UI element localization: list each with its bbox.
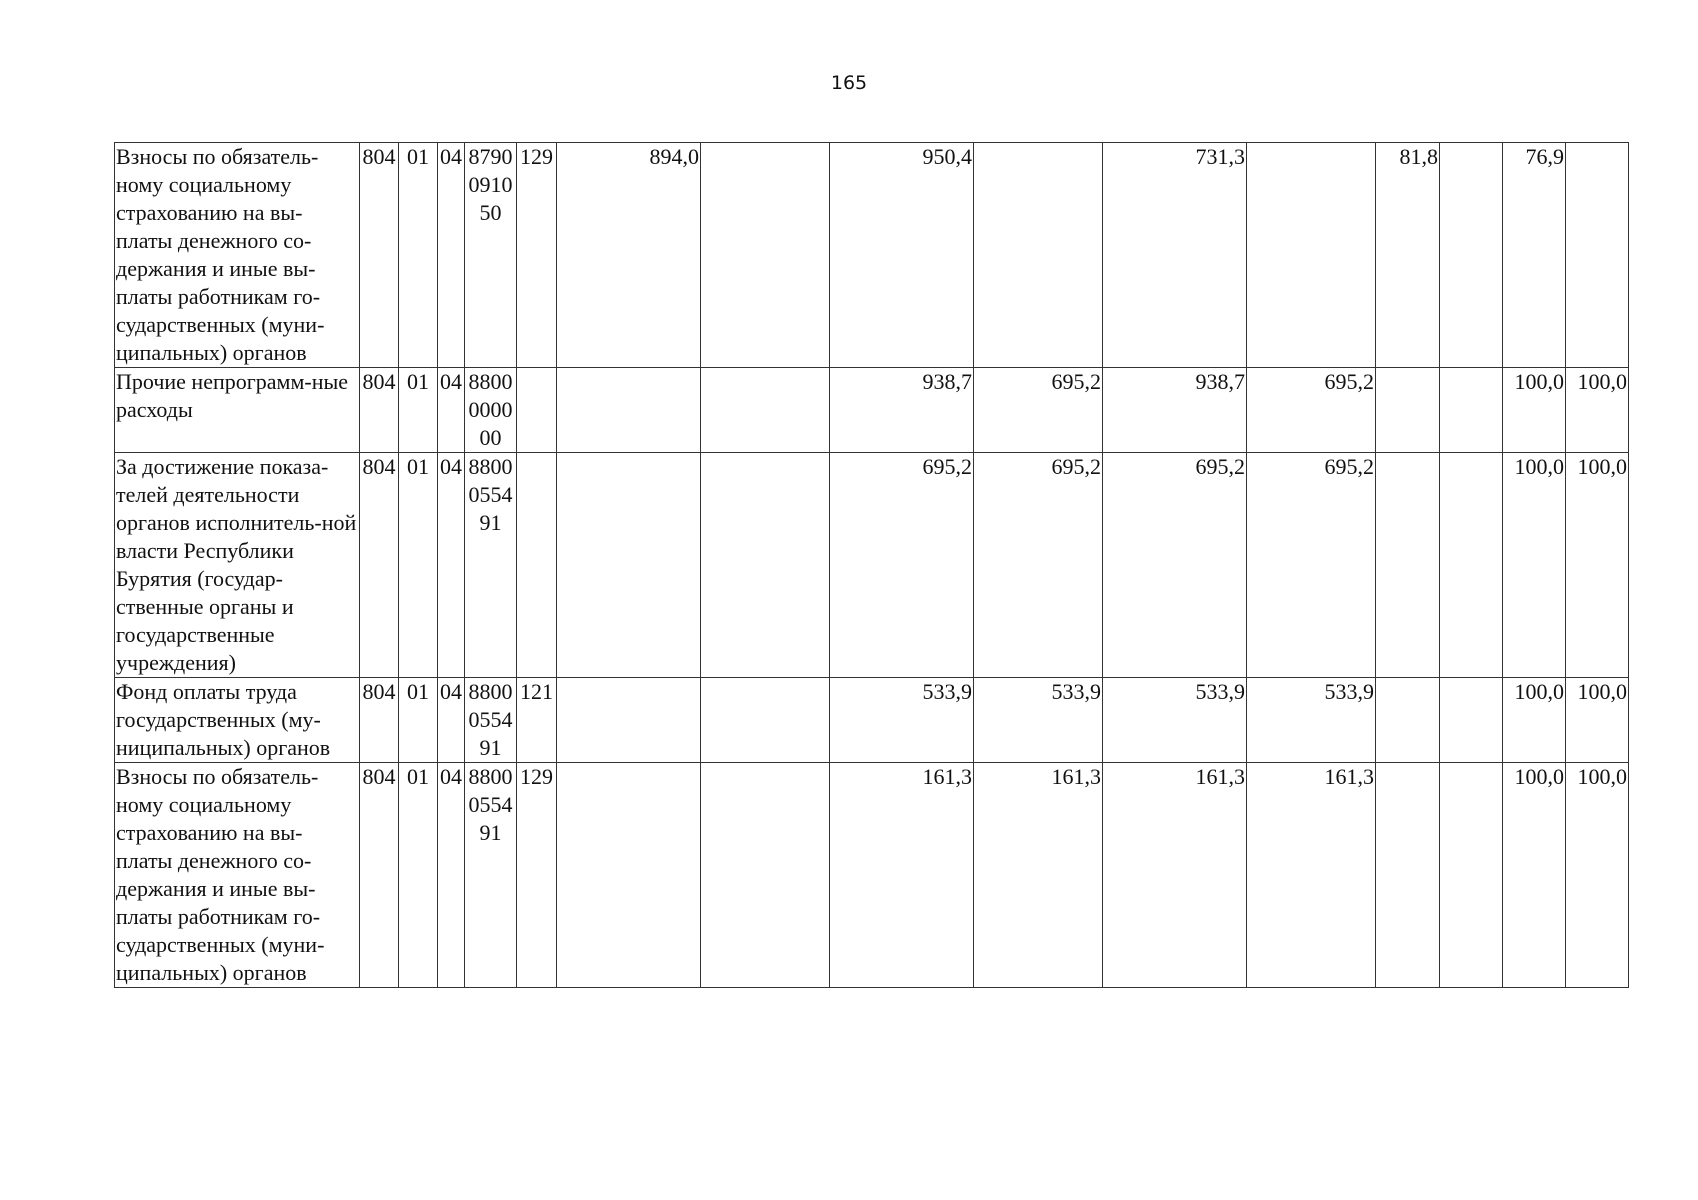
value-cell-6: 533,9 [1247,678,1376,763]
page-number: 165 [830,72,868,94]
target-article-cell [465,678,517,763]
value-cell-6 [1247,143,1376,368]
percent-cell-3: 100,0 [1503,453,1566,678]
subsection-code-cell: 04 [438,763,465,988]
section-code-cell: 01 [399,678,438,763]
value-cell-1 [557,368,701,453]
value-cell-1 [557,453,701,678]
table-row [115,143,1629,368]
percent-cell-4: 100,0 [1566,763,1629,988]
ved-code-cell: 804 [360,678,399,763]
ved-code-cell: 804 [360,763,399,988]
ved-code-cell: 804 [360,453,399,678]
section-code-cell: 01 [399,368,438,453]
target-article-part: 0910 [468,172,513,197]
subsection-code-cell: 04 [438,453,465,678]
expense-type-cell: 129 [517,763,557,988]
table-row [115,368,1629,453]
value-cell-4: 161,3 [974,763,1103,988]
percent-cell-1 [1376,368,1440,453]
target-article-part: 8800 [468,764,513,789]
percent-cell-1 [1376,453,1440,678]
value-cell-4: 533,9 [974,678,1103,763]
target-article-part: 8790 [468,144,513,169]
value-cell-2 [701,143,830,368]
target-article-part: 91 [479,510,502,535]
table-row [115,763,1629,988]
percent-cell-2 [1440,678,1503,763]
value-cell-3: 533,9 [830,678,974,763]
expense-type-cell [517,453,557,678]
value-cell-2 [701,453,830,678]
percent-cell-1 [1376,763,1440,988]
percent-cell-2 [1440,143,1503,368]
value-cell-3: 161,3 [830,763,974,988]
percent-cell-2 [1440,763,1503,988]
target-article-part: 0554 [468,792,513,817]
percent-cell-1: 81,8 [1376,143,1440,368]
expense-name-cell: Взносы по обязатель-ному социальному страхованию на вы-платы денежного со-держания и иные вы-платы работникам го-сударственных (муни-ципальных) органов [115,763,360,988]
target-article-part: 8800 [468,679,513,704]
value-cell-5: 938,7 [1103,368,1247,453]
target-article-cell [465,453,517,678]
section-code-cell: 01 [399,143,438,368]
table-row [115,678,1629,763]
subsection-code-cell: 04 [438,368,465,453]
target-article-cell [465,368,517,453]
percent-cell-4: 100,0 [1566,678,1629,763]
expense-name-cell: Прочие непрограмм-ные расходы [115,368,360,453]
target-article-cell [465,763,517,988]
percent-cell-3: 76,9 [1503,143,1566,368]
section-code-cell: 01 [399,763,438,988]
value-cell-4: 695,2 [974,368,1103,453]
value-cell-6: 695,2 [1247,368,1376,453]
percent-cell-4: 100,0 [1566,368,1629,453]
value-cell-6: 161,3 [1247,763,1376,988]
value-cell-3: 695,2 [830,453,974,678]
value-cell-2 [701,678,830,763]
expense-type-cell: 129 [517,143,557,368]
target-article-part: 8800 [468,369,513,394]
expense-name-cell: Фонд оплаты труда государственных (му-ниципальных) органов [115,678,360,763]
value-cell-1: 894,0 [557,143,701,368]
value-cell-2 [701,368,830,453]
value-cell-5: 695,2 [1103,453,1247,678]
value-cell-5: 533,9 [1103,678,1247,763]
expense-name-cell: За достижение показа-телей деятельности органов исполнитель-ной власти Республики Бурятия (государ-ственные органы и государственные учреждения) [115,453,360,678]
target-article-part: 91 [479,735,502,760]
target-article-part: 0554 [468,707,513,732]
table-row [115,453,1629,678]
expense-type-cell [517,368,557,453]
value-cell-3: 938,7 [830,368,974,453]
value-cell-6: 695,2 [1247,453,1376,678]
target-article-cell [465,143,517,368]
value-cell-1 [557,678,701,763]
target-article-part: 91 [479,820,502,845]
percent-cell-3: 100,0 [1503,368,1566,453]
expense-type-cell: 121 [517,678,557,763]
value-cell-5: 731,3 [1103,143,1247,368]
value-cell-4: 695,2 [974,453,1103,678]
value-cell-3: 950,4 [830,143,974,368]
expense-name-cell: Взносы по обязатель-ному социальному страхованию на вы-платы денежного со-держания и иные вы-платы работникам го-сударственных (муни-ципальных) органов [115,143,360,368]
subsection-code-cell: 04 [438,678,465,763]
percent-cell-2 [1440,453,1503,678]
percent-cell-3: 100,0 [1503,763,1566,988]
target-article-part: 8800 [468,454,513,479]
target-article-part: 0554 [468,482,513,507]
percent-cell-2 [1440,368,1503,453]
ved-code-cell: 804 [360,368,399,453]
value-cell-1 [557,763,701,988]
percent-cell-1 [1376,678,1440,763]
target-article-part: 00 [479,425,502,450]
budget-table [114,142,1629,988]
subsection-code-cell: 04 [438,143,465,368]
percent-cell-4: 100,0 [1566,453,1629,678]
ved-code-cell: 804 [360,143,399,368]
section-code-cell: 01 [399,453,438,678]
value-cell-4 [974,143,1103,368]
value-cell-2 [701,763,830,988]
percent-cell-4 [1566,143,1629,368]
target-article-part: 0000 [468,397,513,422]
percent-cell-3: 100,0 [1503,678,1566,763]
value-cell-5: 161,3 [1103,763,1247,988]
target-article-part: 50 [479,200,502,225]
